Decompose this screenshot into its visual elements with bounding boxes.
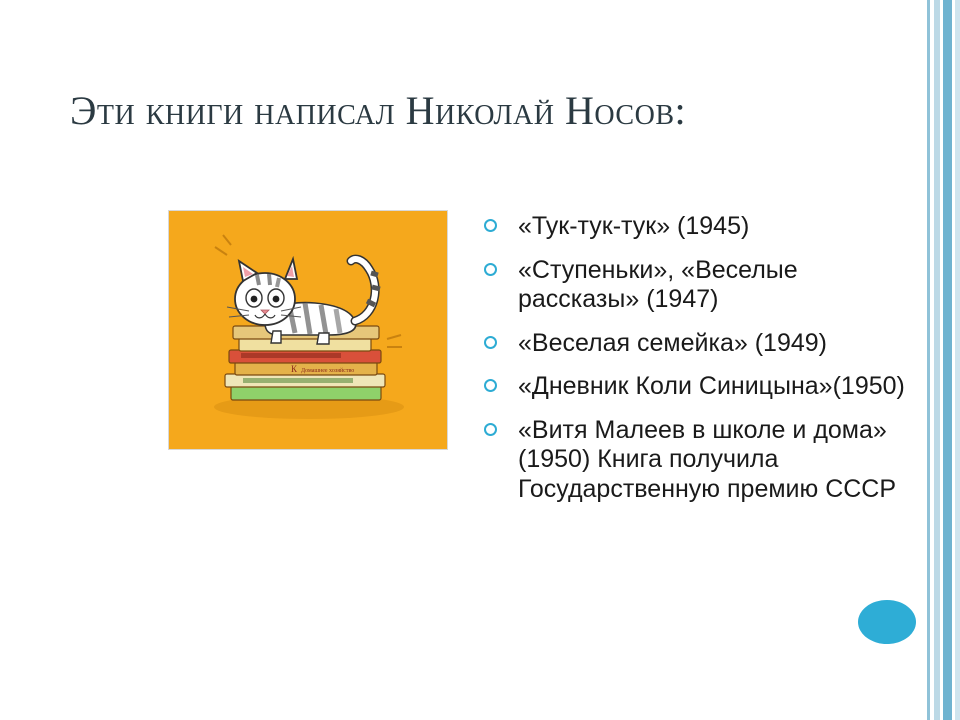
cat-on-books-illustration: [168, 210, 448, 450]
edge-bar-3: [943, 0, 952, 720]
edge-bar-2: [934, 0, 940, 720]
decorative-circle: [858, 600, 916, 644]
list-item-label: «Тук-тук-тук» (1945): [518, 212, 750, 240]
list-item: [480, 372, 920, 402]
list-item: [480, 212, 920, 242]
list-item-label: «Ступеньки», «Веселые рассказы» (1947): [518, 255, 798, 313]
svg-text:Домашнее хозяйство: Домашнее хозяйство: [301, 368, 355, 374]
edge-bar-4: [955, 0, 960, 720]
list-item: [480, 256, 920, 315]
svg-text:К: К: [291, 364, 298, 374]
bullet-ring-icon: [484, 263, 497, 276]
list-item-label: «Витя Малеев в школе и дома» (1950) Книга получила Государственную премию СССР: [518, 415, 897, 503]
list-item-label: «Веселая семейка» (1949): [518, 328, 827, 357]
bullet-ring-icon: [484, 379, 497, 392]
edge-bar-1: [927, 0, 930, 720]
list-item-label: «Дневник Коли Синицына»(1950): [518, 372, 905, 400]
book-list: [480, 212, 920, 518]
bullet-ring-icon: [484, 423, 497, 436]
list-item: [480, 329, 920, 359]
bullet-ring-icon: [484, 219, 497, 232]
list-item: [480, 416, 920, 505]
bullet-ring-icon: [484, 336, 497, 349]
cat-on-books-image: [169, 211, 447, 449]
slide-title: Эти книги написал Николай Носов:: [70, 88, 687, 133]
decorative-edge-bars: [918, 0, 960, 720]
